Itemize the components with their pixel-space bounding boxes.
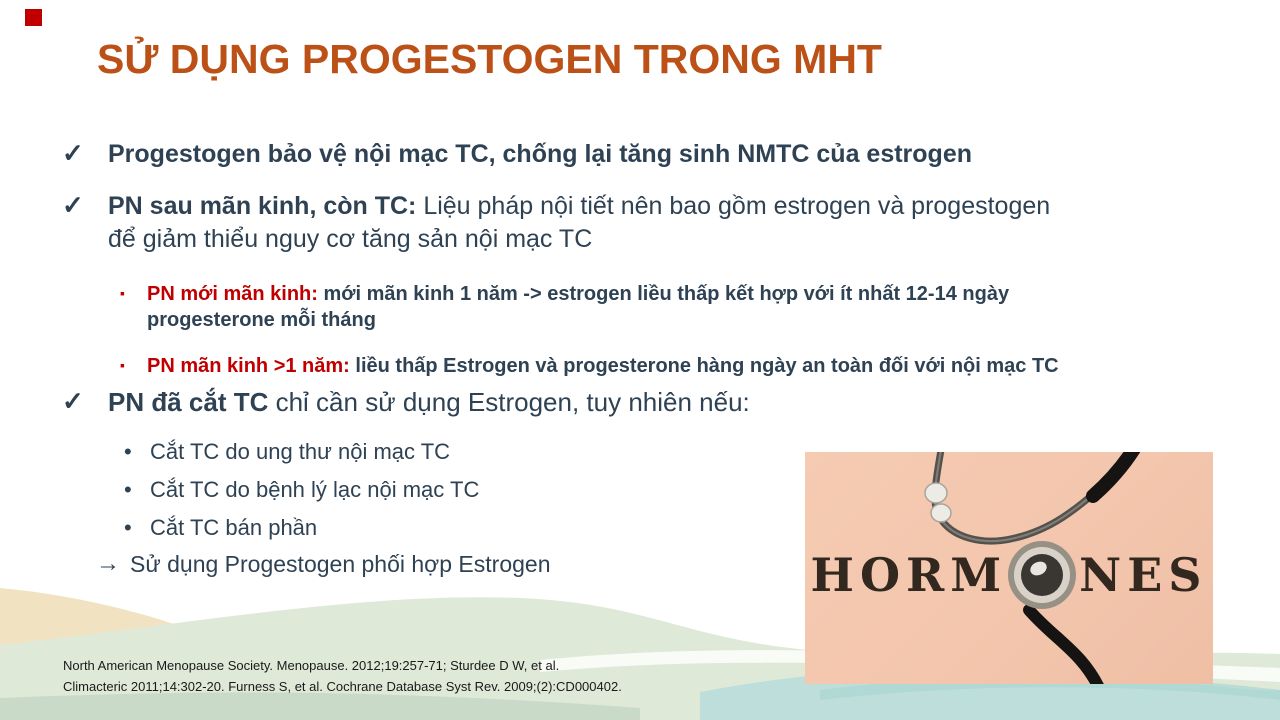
- dot-bullet-icon: •: [124, 477, 132, 502]
- sub-bullet-text: [147, 353, 1059, 379]
- dot-bullet-lac-noi-mac: [124, 476, 479, 505]
- sub-bullet-pn-moi-man-kinh: [120, 281, 1260, 333]
- dot-bullet-text: Cắt TC do bệnh lý lạc nội mạc TC: [150, 477, 480, 502]
- sub-bullet-lead-red: PN mới mãn kinh:: [147, 283, 318, 305]
- bullet-progestogen-protects: [62, 138, 1222, 171]
- sub-bullet-lead-red: PN mãn kinh >1 năm:: [147, 355, 350, 377]
- sub-bullet-line2: progesterone mỗi tháng: [147, 309, 376, 331]
- bullet-lead-bold: PN sau mãn kinh, còn TC:: [108, 192, 417, 220]
- hormones-text-left: HORM: [810, 548, 1008, 602]
- slide-title: SỬ DỤNG PROGESTOGEN TRONG MHT: [97, 36, 882, 82]
- square-bullet-icon: ▪: [120, 357, 125, 373]
- check-icon: ✓: [62, 138, 84, 168]
- dot-bullet-text: Cắt TC do ung thư nội mạc TC: [150, 439, 451, 464]
- bullet-pn-sau-man-kinh: [62, 190, 1232, 255]
- bullet-rest: Liệu pháp nội tiết nên bao gồm estrogen và progestogen: [416, 192, 1051, 220]
- hormones-word: [805, 548, 1213, 602]
- stethoscope-chestpiece: [1021, 554, 1063, 596]
- bullet-rest: chỉ cần sử dụng Estrogen, tuy nhiên nếu:: [268, 387, 750, 417]
- hormones-text-right: NES: [1079, 548, 1208, 602]
- check-icon: ✓: [62, 190, 84, 220]
- bullet-line2: để giảm thiểu nguy cơ tăng sản nội mạc TC: [108, 224, 593, 253]
- bullet-text: [108, 386, 750, 420]
- bullet-text: [108, 190, 1050, 255]
- citation-footer: [63, 656, 622, 697]
- sub-bullet-rest: liều thấp Estrogen và progesterone hàng ngày an toàn đối với nội mạc TC: [349, 355, 1059, 377]
- red-accent-square: [25, 9, 42, 26]
- dot-bullet-text: Cắt TC bán phần: [150, 515, 318, 540]
- dot-bullet-ung-thu: [124, 438, 450, 467]
- sub-bullet-rest: mới mãn kinh 1 năm -> estrogen liều thấp kết hợp với ít nhất 12-14 ngày: [317, 283, 1010, 305]
- bullet-lead-bold: PN đã cắt TC: [108, 387, 269, 417]
- arrow-text: Sử dụng Progestogen phối hợp Estrogen: [130, 551, 551, 577]
- bullet-pn-da-cat-tc: [62, 386, 1062, 420]
- citation-line-2: Climacteric 2011;14:302-20. Furness S, et al. Cochrane Database Syst Rev. 2009;(2):CD000402.: [63, 678, 622, 694]
- sub-bullet-text: [147, 281, 1009, 333]
- dot-bullet-icon: •: [124, 439, 132, 464]
- dot-bullet-ban-phan: [124, 514, 317, 543]
- sub-bullet-pn-man-kinh-1-nam: [120, 353, 1270, 379]
- square-bullet-icon: ▪: [120, 285, 125, 301]
- hormones-photo: [805, 452, 1213, 684]
- dot-bullet-icon: •: [124, 515, 132, 540]
- citation-line-1: North American Menopause Society. Menopause. 2012;19:257-71; Sturdee D W, et al.: [63, 658, 560, 673]
- arrow-icon: →: [96, 550, 120, 577]
- arrow-conclusion: [96, 550, 551, 580]
- bullet-text: Progestogen bảo vệ nội mạc TC, chống lại tăng sinh NMTC của estrogen: [108, 140, 973, 168]
- check-icon: ✓: [62, 386, 84, 416]
